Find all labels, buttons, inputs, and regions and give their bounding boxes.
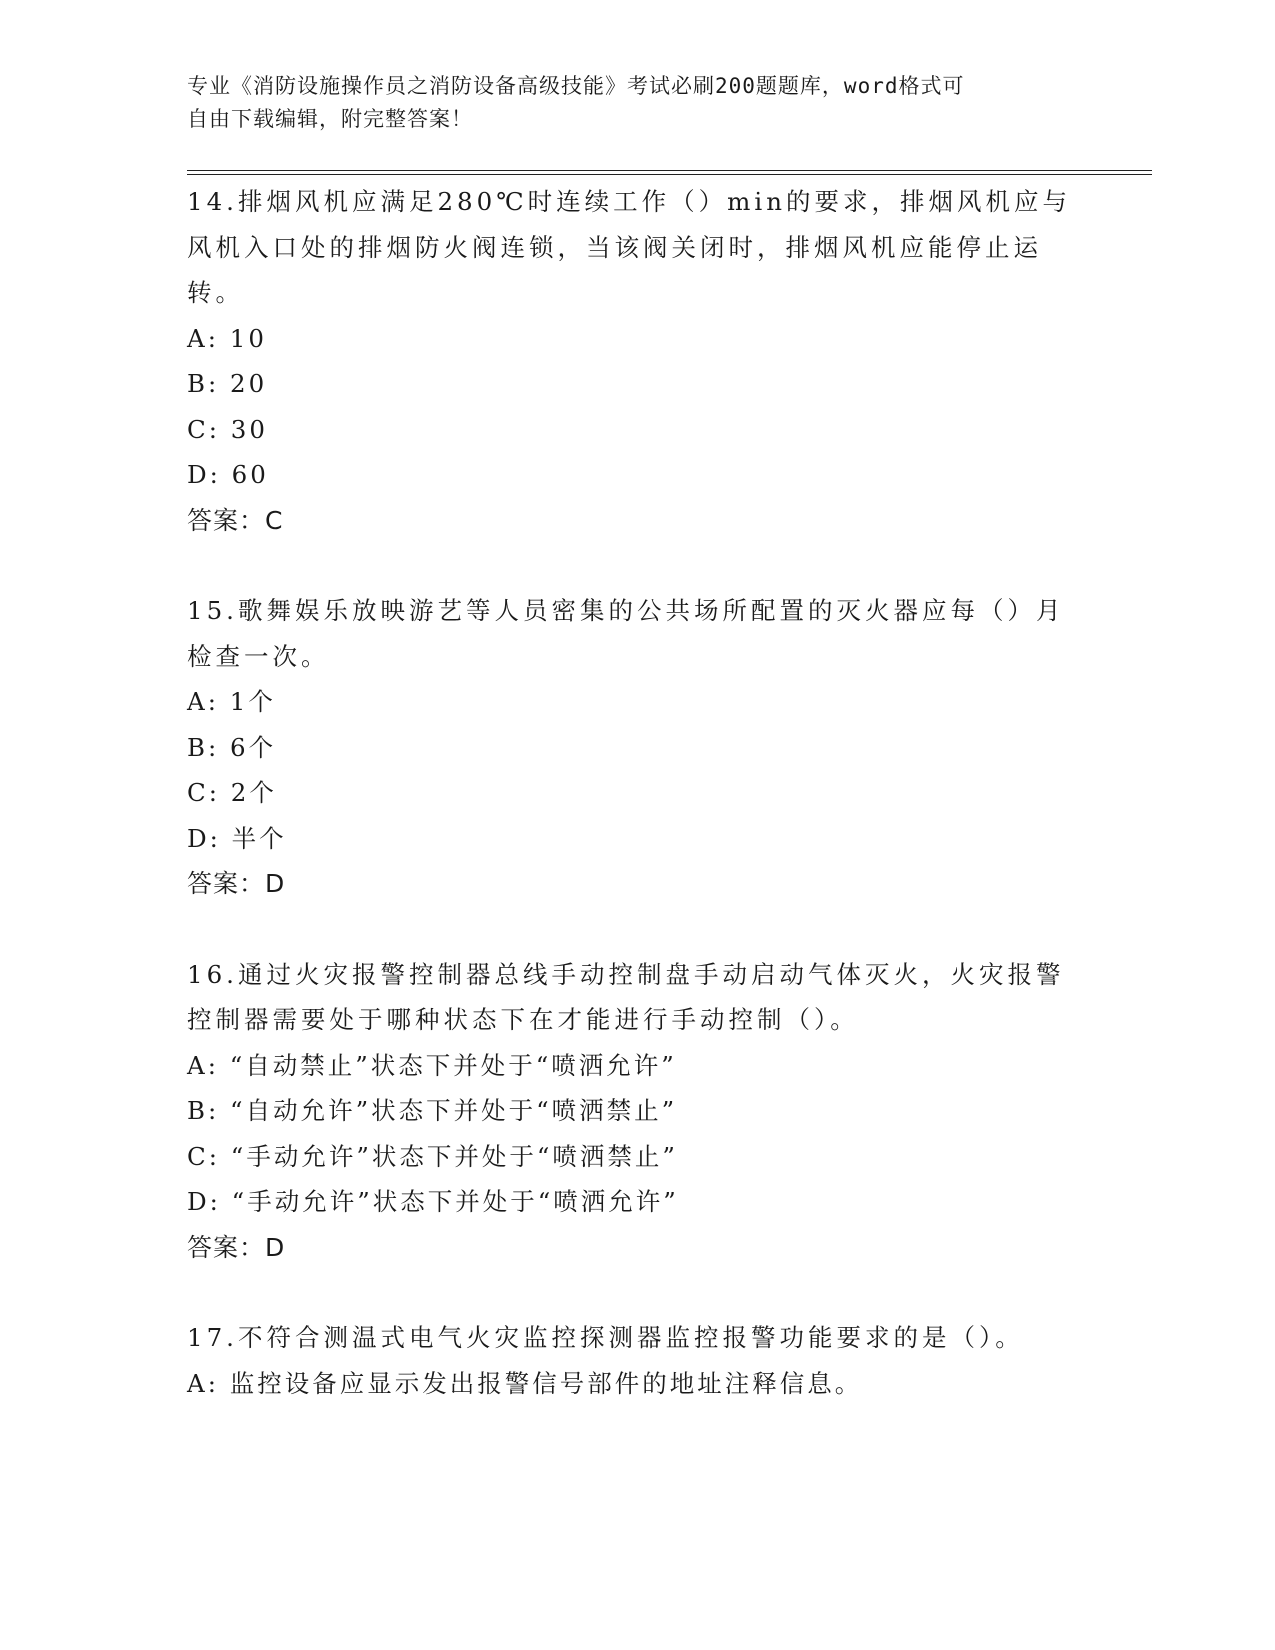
option-c: C: “手动允许”状态下并处于“喷洒禁止” [187,1141,678,1171]
option-b: B: 20 [187,369,268,398]
question-14 [187,179,1147,543]
option-b: B: 6个 [187,732,277,762]
answer: 答案：C [187,505,284,535]
question-16 [187,952,1147,1271]
option-a: A: 监控设备应显示发出报警信号部件的地址注释信息。 [187,1368,863,1398]
document-page [187,70,1147,1451]
question-stem-line: 16.通过火灾报警控制器总线手动控制盘手动启动气体灭火，火灾报警 [187,959,1065,989]
question-stem-line: 14.排烟风机应满足280℃时连续工作（）min的要求，排烟风机应与 [187,187,1071,216]
option-a: A: 1个 [187,687,276,716]
question-stem-line: 15.歌舞娱乐放映游艺等人员密集的公共场所配置的灭火器应每（）月 [187,596,1065,625]
question-stem-line: 检查一次。 [187,641,330,671]
option-d: D: 半个 [187,823,287,853]
option-a: A: “自动禁止”状态下并处于“喷洒允许” [187,1050,677,1080]
question-stem-line: 风机入口处的排烟防火阀连锁，当该阀关闭时，排烟风机应能停止运 [187,232,1042,262]
option-a: A: 10 [187,323,267,353]
answer: 答案：D [187,1232,286,1262]
answer: 答案：D [187,869,286,898]
question-17 [187,1315,1147,1406]
option-d: D: “手动允许”状态下并处于“喷洒允许” [187,1187,679,1216]
question-stem-line: 控制器需要处于哪种状态下在才能进行手动控制（）。 [187,1005,859,1034]
option-b: B: “自动允许”状态下并处于“喷洒禁止” [187,1096,678,1125]
document-header [187,70,1147,136]
question-stem-line: 17.不符合测温式电气火灾监控探测器监控报警功能要求的是（）。 [187,1323,1024,1352]
header-line: 专业《消防设施操作员之消防设备高级技能》考试必刷200题题库，word格式可 [187,74,965,98]
header-line: 自由下载编辑，附完整答案！ [187,107,473,131]
option-d: D: 60 [187,460,269,489]
option-c: C: 2个 [187,778,277,807]
question-stem-line: 转。 [187,278,244,307]
question-15 [187,588,1147,907]
option-c: C: 30 [187,414,268,444]
double-rule-divider [187,170,1152,175]
